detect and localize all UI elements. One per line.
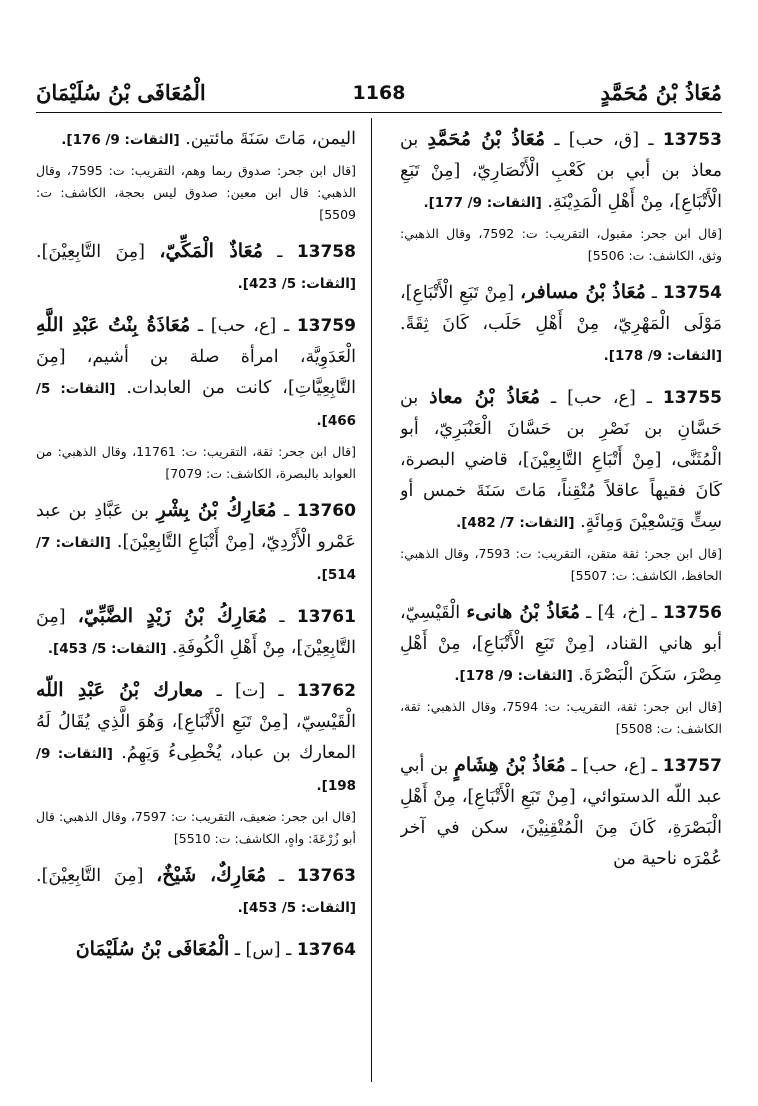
entry-13755: [400, 382, 722, 587]
entry-number: 13763: [296, 866, 356, 886]
entry-reference: [الثقات: 9/ 178].: [454, 668, 573, 684]
entry-name: مُعَاذُ بْنُ مُحَمَّدِ: [427, 128, 546, 150]
entry-sigla: ـ [ق، حب] ـ: [554, 130, 654, 150]
entry-body: الْقَيْسِيّ، أبو هاني القناد، [مِنْ تَبَعِ الْأَتْبَاعِ]، مِنْ أَهْلِ مِصْرَ، سَكَنَ الْبَصْرَةَ.: [400, 603, 722, 685]
entry-number: 13761: [296, 607, 356, 627]
entry-sigla: ـ: [284, 501, 290, 521]
entry-body: الْعَدَوِيَّة، امرأة صلة بن أشيم، [مِنَ التَّابِعِيَّاتِ]، كانت من العابدات.: [36, 347, 356, 398]
entry-body: الْقَيْسِيّ، [مِنْ تَبَعِ الْأَتْبَاعِ]، وَهُوَ الَّذِي يُقَالُ لَهُ المعارك بن عباد، يُخْطِىءُ وَيَهِمُ.: [36, 712, 356, 763]
entry-number: 13760: [296, 501, 356, 521]
entry-name: معارك بْنُ عَبْدِ اللّه: [36, 679, 204, 701]
entry-note: [قال ابن جحر: ثقة، التقريب: ت: 11761، وقال الذهبي: من العوابد بالبصرة، الكاشف: ت: 7079]: [36, 444, 356, 481]
running-head-right: مُعَاذُ بْنُ مُحَمَّدٍ: [600, 80, 722, 105]
entry-number: 13762: [296, 681, 356, 701]
right-column: [400, 124, 722, 885]
entry-sigla: ـ [س] ـ: [234, 940, 292, 960]
entry-name: مُعَاذٌ الْمَكِّيّ،: [159, 240, 263, 262]
entry-number: 13753: [662, 130, 722, 150]
running-head-left: الْمُعَافَى بْنُ سُلَيْمَانَ: [36, 80, 206, 105]
entry-reference: [الثقات: 5/ 466].: [36, 381, 356, 429]
entry-sigla: ـ: [277, 242, 283, 262]
entry-reference: [الثقات: 5/ 453].: [47, 641, 167, 657]
entry-name: مُعَاذُ بْنُ معاذ: [429, 386, 541, 408]
entry-body: بن عَبَّادِ بن عبد عَمْرو الْأَزْدِيّ، [مِنْ أَتْبَاعِ التَّابِعِيْنَ].: [36, 501, 356, 552]
entry-sigla: ـ [خ، 4] ـ: [586, 603, 657, 623]
entry-reference: [الثقات: 5/ 453].: [237, 900, 356, 916]
entry-note: [قال ابن جحر: ثقة، التقريب: ت: 7594، وقال الذهبي: ثقة، الكاشف: ت: 5508]: [400, 699, 722, 736]
entry-sigla: ـ [ع، حب] ـ: [571, 756, 657, 776]
entry-sigla: ـ: [278, 866, 285, 886]
entry-reference: [الثقات: 9/ 177].: [423, 195, 542, 211]
entry-name: مُعَاذُ بْنُ مسافر،: [519, 281, 646, 303]
entry-body: [مِنَ التَّابِعِيْنَ].: [36, 242, 146, 262]
entry-name: مُعَارِكُ بْنُ زَيْدٍ الضَّبِّيّ،: [77, 605, 268, 627]
entry-reference: [الثقات: 9/ 198].: [36, 746, 356, 794]
continuation-text: اليمن، مَاتَ سَنَةَ مائتين.: [185, 129, 356, 149]
entry-number: 13755: [662, 388, 722, 408]
entry-13758: [36, 236, 356, 300]
entry-13756: [400, 597, 722, 740]
entry-note: [قال ابن جحر: صدوق ربما وهم، التقريب: ت: 7595، وقال الذهبي: قال ابن معين: صدوق ليس بحجة، الكاشف: ت: 5509]: [36, 163, 356, 222]
entry-reference: [الثقات: 9/ 178].: [603, 348, 722, 364]
entry-name: مُعَارِكٌ، شَيْخٌ،: [156, 864, 267, 886]
entry-13764: [36, 934, 356, 966]
entry-13760: [36, 495, 356, 591]
entry-note: [قال ابن جحر: ثقة متقن، التقريب: ت: 7593، وقال الذهبي: الحافظ، الكاشف: ت: 5507]: [400, 546, 722, 583]
entry-name: مُعَاذُ بْنُ هانىء: [466, 601, 580, 623]
entry-13757: [400, 750, 722, 875]
entry-name: الْمُعَافَى بْنُ سُلَيْمَانَ: [75, 938, 230, 960]
entry-13754: [400, 277, 722, 372]
entry-note: [قال ابن جحر: مقبول، التقريب: ت: 7592، وقال الذهبي: وثق، الكاشف: ت: 5506]: [400, 226, 722, 263]
entry-body: بن معاذ بن أبي بن كَعْبِ الْأَنْصَارِيّ، [مِنْ تَبَعِ الْأَتْبَاعِ]، مِنْ أَهْلِ الْمَدِيْنَةِ.: [400, 130, 722, 212]
entry-sigla: ـ [ت] ـ: [216, 681, 284, 701]
entry-body: بن أبي عبد اللّه الدستوائي، [مِنْ تَبَعِ الْأَتْبَاعِ]، مِنْ أَهْلِ الْبَصْرَةِ، كَانَ مِنَ الْمُتْقِنِيْنَ، سكن في آخر عُمْرَه ناحية من: [400, 756, 722, 869]
entry-body: [مِنَ التَّابِعِيْنَ].: [36, 866, 144, 886]
entry-sigla: ـ: [279, 607, 285, 627]
column-divider: [371, 118, 372, 1082]
page-number: 1168: [352, 82, 406, 104]
entry-body: [مِنَ التَّابِعِيْنَ]، مِنْ أَهْلِ الْكُوفَةِ.: [36, 607, 356, 658]
entry-name: مُعَاذُ بْنُ هِشَامٍ: [454, 754, 566, 776]
entry-13762: [36, 675, 356, 850]
entry-13761: [36, 601, 356, 665]
entry-name: مُعَاذَةُ بِنْتُ عَبْدِ اللَّهِ: [36, 314, 191, 336]
entry-number: 13757: [662, 756, 722, 776]
entry-13759: [36, 310, 356, 485]
left-column: [36, 124, 356, 976]
entry-reference: [الثقات: 7/ 482].: [456, 515, 575, 531]
entry-body: بن حَسَّانِ بن نَصْرِ بن حَسَّانَ الْعَنْبَرِيّ، أبو الْمُثَنَّى، [مِنْ أَتْبَاعِ التَّابِعِيْنَ]، قاضي البصرة، كَانَ فقيهاً عاقلاً مُتْقِناً، مَاتَ سَنَةَ خمس أو سِتٍّ وَتِسْعِيْنَ وَمِائَةٍ.: [400, 388, 722, 532]
entry-continuation: [36, 124, 356, 226]
page-header: [36, 76, 722, 110]
entry-name: مُعَارِكُ بْنُ بِشْرِ: [156, 499, 277, 521]
entry-number: 13764: [296, 940, 356, 960]
entry-13763: [36, 860, 356, 924]
entry-reference: [الثقات: 7/ 514].: [36, 535, 356, 583]
entry-13753: [400, 124, 722, 267]
header-rule: [36, 112, 722, 113]
entry-number: 13759: [296, 316, 356, 336]
entry-number: 13758: [296, 242, 356, 262]
entry-body: [مِنْ تَبَعِ الْأَتْبَاعِ]، مَوْلَى الْمَهْرِيّ، مِنْ أَهْلِ حَلَب، كَانَ ثِقَةً.: [400, 283, 722, 334]
entry-reference: [الثقات: 5/ 423].: [237, 276, 356, 292]
entry-sigla: ـ: [651, 283, 657, 303]
entry-reference: [الثقات: 9/ 176].: [61, 132, 180, 148]
entry-sigla: ـ [ع، حب] ـ: [197, 316, 290, 336]
entry-number: 13756: [662, 603, 722, 623]
entry-sigla: ـ [ع، حب] ـ: [551, 388, 652, 408]
entry-number: 13754: [662, 283, 722, 303]
entry-note: [قال ابن جحر: ضعيف، التقريب: ت: 7597، وقال الذهبي: قال أبو زُرْعَةَ: واهٍ، الكاشف: ت: 5510]: [36, 809, 356, 846]
